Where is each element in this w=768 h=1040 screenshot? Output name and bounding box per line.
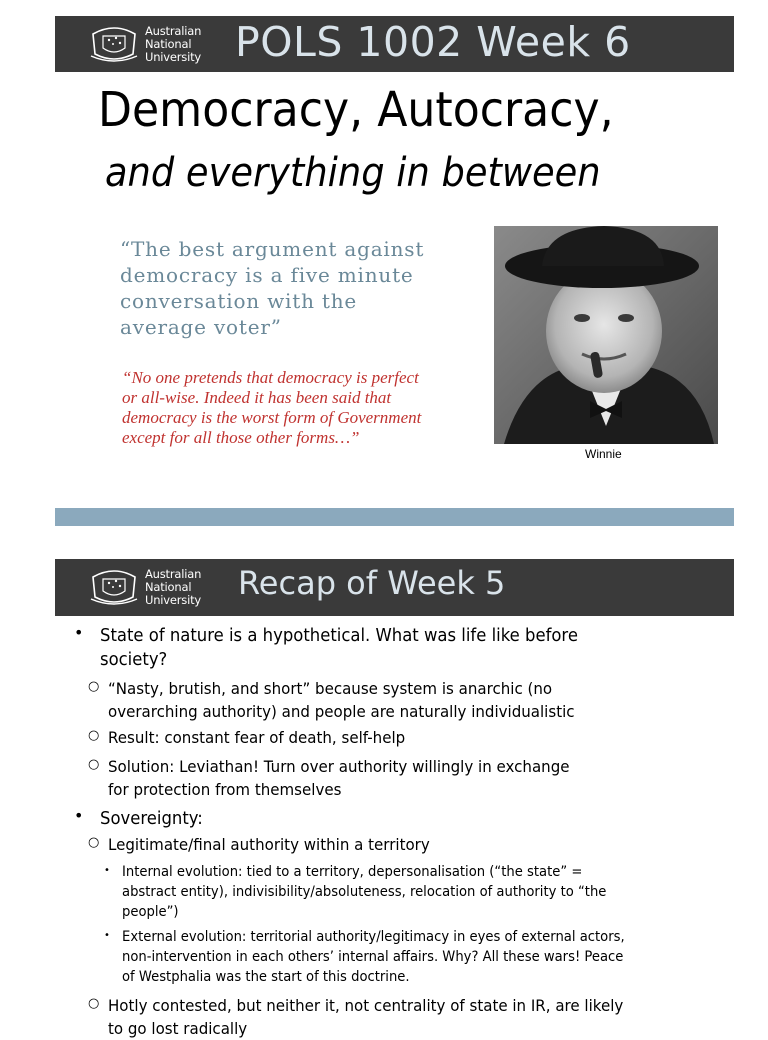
slide2-header-title: Recap of Week 5 [238,564,506,602]
logo-line: National [145,37,192,51]
photo-caption: Winnie [585,447,622,461]
logo-line: National [145,580,192,594]
logo-line: Australian [145,567,202,581]
bullet-item: Result: constant fear of death, self-help [108,728,406,747]
bullet-marker: ○ [88,679,100,694]
bullet-item: External evolution: territorial authority/legitimacy in eyes of external actors, non-intervention in each others’ internal affairs. Why? All these wars! Peace of Westphalia was the start of this doctrine. [122,929,625,985]
slide1-subtitle: and everything in between [105,150,601,196]
bullet-item: Internal evolution: tied to a territory, depersonalisation (“the state” = abstract entity), indivisibility/absoluteness, relocation of authority to “the people”) [122,864,607,920]
bullet-item: “Nasty, brutish, and short” because system is anarchic (no overarching authority) and people are naturally individualistic [108,679,575,721]
bullet-marker: ○ [88,757,100,772]
bullet-marker: • [104,865,110,876]
bullet-item: Legitimate/final authority within a territory [108,835,430,854]
bullet-marker: ○ [88,996,100,1011]
bullet-item: State of nature is a hypothetical. What was life like before society? [100,626,578,670]
slide1-title: Democracy, Autocracy, [98,82,614,138]
bullet-item: Hotly contested, but neither it, not centrality of state in IR, are likely to go lost radically [108,996,624,1038]
quote-blue: “The best argument against democracy is a five minute conversation with the average voter” [120,237,425,339]
bullet-marker: ○ [88,835,100,850]
bullet-item: Solution: Leviathan! Turn over authority willingly in exchange for protection from themselves [108,757,570,799]
bullet-marker: • [104,930,110,941]
bullet-marker: • [74,623,84,642]
logo-line: Australian [145,24,202,38]
bullet-item: Sovereignty: [100,809,203,829]
logo-line: University [145,50,202,64]
logo-line: University [145,593,202,607]
bullet-marker: • [74,806,84,825]
slide1-header-title: POLS 1002 Week 6 [235,18,631,66]
quote-red: “No one pretends that democracy is perfect or all-wise. Indeed it has been said that democracy is the worst form of Government except for all those other forms…” [122,368,422,447]
bullet-marker: ○ [88,728,100,743]
